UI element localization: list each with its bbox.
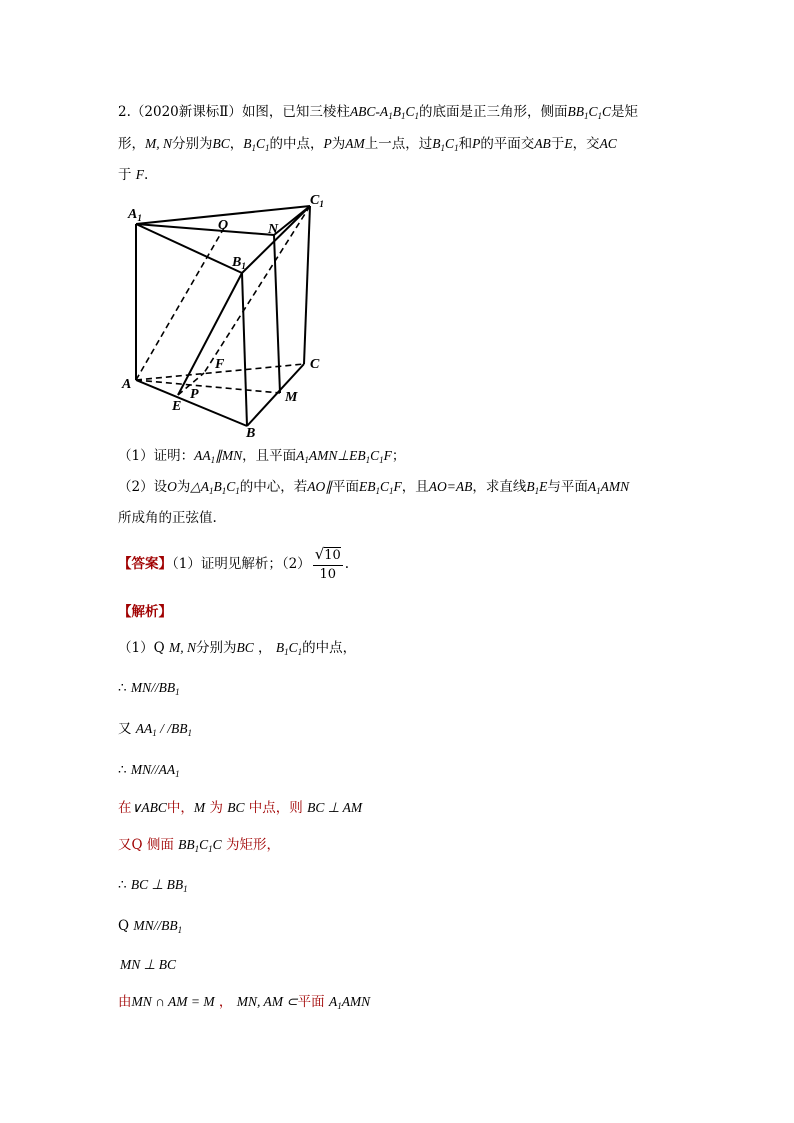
math: MN, AM ⊂ bbox=[236, 994, 298, 1009]
step-text: （1）Q bbox=[118, 640, 165, 656]
part-text: 平面 bbox=[332, 479, 359, 495]
math: $BB_1C_1C$ bbox=[178, 837, 222, 854]
math: $B_1C_1$ bbox=[432, 136, 459, 153]
edge-ao bbox=[136, 228, 224, 380]
math: MN ⊥ BC bbox=[120, 957, 177, 972]
prism-name-text: ABC-A bbox=[349, 104, 389, 119]
problem-text: ，交 bbox=[572, 136, 600, 152]
analysis-step-2 bbox=[118, 679, 180, 697]
problem-line-1 bbox=[118, 103, 638, 121]
problem-text: 上一点，过 bbox=[364, 136, 433, 152]
edge-am bbox=[136, 380, 280, 393]
fraction-denominator: 10 bbox=[319, 567, 337, 582]
analysis-step-3 bbox=[118, 720, 192, 738]
analysis-tag: 【解析】 bbox=[118, 604, 172, 620]
math: BC bbox=[236, 640, 254, 655]
part-text: ，且平面 bbox=[242, 448, 297, 464]
analysis-step-6 bbox=[118, 836, 280, 854]
problem-text: 和 bbox=[458, 136, 473, 152]
problem-line-2 bbox=[118, 135, 617, 153]
part-text: ，求直线 bbox=[472, 479, 527, 495]
analysis-step-10 bbox=[118, 993, 370, 1011]
fraction-numerator: 10 bbox=[324, 548, 341, 563]
step-text: ∴ bbox=[118, 877, 127, 893]
problem-text: 如图，已知三棱柱 bbox=[241, 104, 350, 120]
label-n: N bbox=[268, 222, 279, 237]
part-2-line-1 bbox=[118, 478, 629, 496]
answer-line: 【答案】（1）证明见解析；（2） $\frac{√10}{10}$ . bbox=[118, 545, 350, 582]
analysis-step-5 bbox=[118, 799, 362, 817]
label-p: P bbox=[190, 387, 199, 402]
math: BC ⊥ AM bbox=[307, 800, 363, 815]
label-a1: $A_1$ bbox=[128, 207, 142, 223]
part-text: 的中心，若 bbox=[239, 479, 308, 495]
math: $MN//AA_1$ bbox=[130, 762, 180, 779]
label-c: C bbox=[310, 357, 320, 372]
answer-tag: 【答案】 bbox=[118, 556, 172, 572]
label-o: O bbox=[218, 218, 229, 233]
math: $B_1E$ bbox=[526, 479, 548, 496]
problem-source: （2020新课标Ⅱ） bbox=[130, 104, 242, 120]
math: BC bbox=[212, 136, 230, 151]
step-text: ∴ bbox=[118, 680, 127, 696]
math: $B_1C_1$ bbox=[243, 136, 270, 153]
problem-line-3: 于 F. bbox=[118, 167, 149, 183]
math: $B_1C_1$ bbox=[275, 640, 303, 657]
math: $MN//BB_1$ bbox=[130, 680, 180, 697]
math: AO=AB bbox=[428, 479, 473, 494]
math: ∨ABC bbox=[131, 800, 167, 815]
problem-text: 于 bbox=[118, 167, 132, 183]
part-text: （2）设 bbox=[118, 479, 168, 495]
analysis-step-8 bbox=[118, 917, 182, 935]
math-text: M bbox=[145, 136, 157, 151]
part-text: 所成角的正弦值. bbox=[118, 510, 217, 526]
math: P bbox=[472, 136, 481, 151]
step-text: 分别为 bbox=[195, 640, 237, 656]
math: E bbox=[564, 136, 573, 151]
problem-text: 的中点， bbox=[269, 136, 324, 152]
face-name-text: BB bbox=[567, 104, 584, 119]
math: AC bbox=[599, 136, 617, 151]
prism-figure bbox=[114, 188, 334, 438]
math: $AA_1 / /BB_1$ bbox=[135, 721, 193, 738]
label-b1: $B_1$ bbox=[232, 255, 246, 271]
part-text: （1）证明： bbox=[118, 448, 195, 464]
analysis-step-9 bbox=[120, 956, 176, 974]
part-text: 为 bbox=[176, 479, 191, 495]
analysis-step-1: （1）Q M, N分别为BC ， $B_1C_1$的中点， bbox=[118, 640, 357, 657]
analysis-step-4 bbox=[118, 761, 180, 779]
step-text: 又Q 侧面 bbox=[118, 837, 174, 853]
math: AB bbox=[534, 136, 551, 151]
math: M, N bbox=[168, 640, 196, 655]
problem-text: 的底面是正三角形，侧面 bbox=[418, 104, 568, 120]
math: MN ∩ AM = M bbox=[131, 994, 215, 1009]
step-text: 由 bbox=[118, 994, 132, 1010]
math: M, N bbox=[145, 136, 173, 151]
problem-text: 分别为 bbox=[172, 136, 213, 152]
math: $A_1AMN$ bbox=[328, 994, 371, 1011]
part-1: （1）证明：$AA_1\parallel MN$，且平面$A_1AMN\perp EB_1C_1F$； bbox=[118, 448, 406, 465]
edge-cc1 bbox=[304, 206, 310, 364]
problem-text: 是矩 bbox=[610, 104, 638, 120]
step-text: 中点，则 bbox=[248, 800, 303, 816]
math: BC bbox=[227, 800, 245, 815]
problem-text: 形， bbox=[118, 136, 145, 152]
analysis-step-7 bbox=[118, 876, 188, 894]
math: O bbox=[167, 479, 177, 494]
label-b: B bbox=[246, 426, 256, 438]
problem-text: ， bbox=[229, 136, 244, 152]
part-2-line-2 bbox=[118, 509, 217, 527]
step-text: 中， bbox=[166, 800, 194, 816]
step-text: ∴ bbox=[118, 762, 127, 778]
step-text: ， bbox=[218, 994, 233, 1010]
math: $\triangle A_1B_1C_1$ bbox=[190, 479, 240, 496]
answer-fraction: $\frac{√10}{10}$ bbox=[314, 545, 341, 582]
edge-bb1 bbox=[242, 273, 247, 426]
label-m: M bbox=[285, 390, 298, 405]
label-f: F bbox=[215, 357, 225, 372]
step-text: 的中点， bbox=[302, 640, 357, 656]
step-text: 为 bbox=[209, 800, 223, 816]
math: BC ⊥ $BB_1$ bbox=[130, 877, 188, 894]
math: $AA_1\parallel MN$ bbox=[194, 448, 243, 465]
answer-text: （1）证明见解析；（2） bbox=[172, 556, 311, 572]
face-name: $BB_1C_1C$ bbox=[567, 104, 611, 121]
math: F bbox=[135, 167, 145, 182]
math: $MN//BB_1$ bbox=[133, 918, 183, 935]
part-text: 与平面 bbox=[547, 479, 588, 495]
step-text: 又 bbox=[118, 721, 132, 737]
label-a: A bbox=[122, 377, 132, 392]
part-text: ，且 bbox=[401, 479, 429, 495]
problem-text: 为 bbox=[331, 136, 346, 152]
math: $A_1AMN$ bbox=[587, 479, 630, 496]
step-text: 为矩形， bbox=[225, 837, 280, 853]
label-c1: $C_1$ bbox=[310, 193, 324, 209]
step-text: 在 bbox=[118, 800, 132, 816]
math: P bbox=[323, 136, 332, 151]
problem-text: 的平面交 bbox=[480, 136, 535, 152]
step-text: 平面 bbox=[297, 994, 325, 1010]
problem-number: 2. bbox=[118, 104, 131, 120]
math: AM bbox=[345, 136, 365, 151]
math: $EB_1C_1F$ bbox=[359, 479, 402, 496]
prism-name: ABC-$A_1B_1C_1$ bbox=[349, 104, 419, 121]
step-text: Q bbox=[118, 918, 130, 934]
math: $A_1AMN\perp EB_1C_1F$ bbox=[296, 448, 392, 465]
problem-text: 于 bbox=[550, 136, 565, 152]
math: AO∥ bbox=[307, 479, 332, 494]
math: M bbox=[193, 800, 206, 815]
label-e: E bbox=[172, 399, 182, 414]
